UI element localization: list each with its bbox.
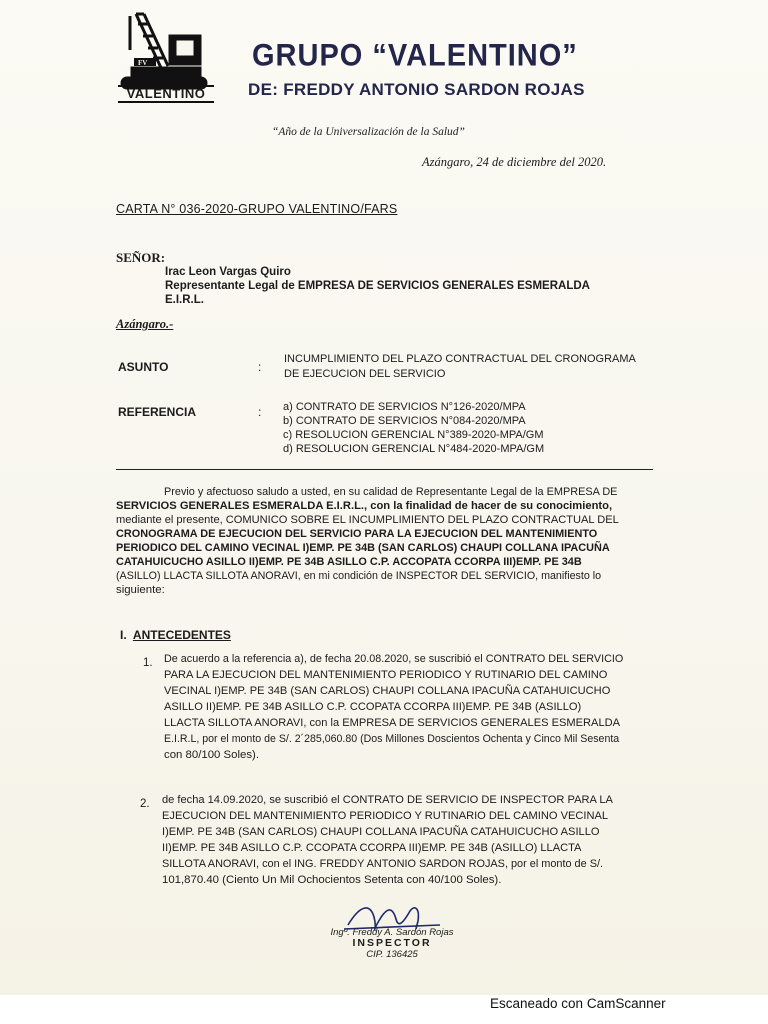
item-line: De acuerdo a la referencia a), de fecha 20.08.2020, se suscribió el CONTRATO DEL SERVICIO bbox=[164, 653, 624, 665]
section-title: ANTECEDENTES bbox=[132, 628, 231, 642]
item-line: VECINAL I)EMP. PE 34B (SAN CARLOS) CHAUPI COLLANA IPACUÑA CATAHUICUCHO bbox=[164, 685, 611, 697]
paragraph-line: CATAHUICUCHO ASILLO II)EMP. PE 34B ASILLO C.P. ACCOPATA CCORPA III)EMP. PE 34B bbox=[116, 556, 582, 568]
section-heading bbox=[120, 628, 231, 642]
paragraph-line: SERVICIOS GENERALES ESMERALDA E.I.R.L., con la finalidad de hacer de su conocimiento, bbox=[116, 500, 613, 512]
reference-colon: : bbox=[258, 405, 262, 419]
year-motto: “Año de la Universalización de la Salud” bbox=[272, 126, 465, 138]
paragraph-line: PERIODICO DEL CAMINO VECINAL I)EMP. PE 34B (SAN CARLOS) CHAUPI COLLANA IPACUÑA bbox=[116, 542, 610, 554]
stamp-title: INSPECTOR bbox=[352, 937, 432, 949]
inspector-stamp bbox=[312, 927, 472, 960]
letter-number: CARTA N° 036-2020-GRUPO VALENTINO/FARS bbox=[116, 202, 398, 216]
recipient-name: Irac Leon Vargas Quiro bbox=[165, 266, 291, 278]
item-line: con 80/100 Soles). bbox=[164, 749, 259, 761]
subject-line-1: INCUMPLIMIENTO DEL PLAZO CONTRACTUAL DEL CRONOGRAMA bbox=[284, 353, 636, 365]
paragraph-line: siguiente: bbox=[116, 584, 165, 596]
section-numeral: I. bbox=[120, 628, 127, 642]
paragraph-line: (ASILLO) LLACTA SILLOTA ANORAVI, en mi condición de INSPECTOR DEL SERVICIO, manifiesto lo bbox=[116, 570, 602, 582]
reference-item: d) RESOLUCION GERENCIAL N°484-2020-MPA/GM bbox=[283, 443, 545, 455]
item-number: 1. bbox=[143, 657, 153, 669]
logo-wordmark: VALENTINO bbox=[118, 85, 214, 103]
divider bbox=[116, 469, 653, 470]
recipient-city: Azángaro.- bbox=[116, 317, 174, 331]
recipient-role: Representante Legal de EMPRESA DE SERVICIOS GENERALES ESMERALDA bbox=[165, 280, 590, 292]
recipient-role-cont: E.I.R.L. bbox=[165, 294, 204, 306]
svg-text:FV: FV bbox=[138, 59, 148, 67]
item-line: de fecha 14.09.2020, se suscribió el CONTRATO DE SERVICIO DE INSPECTOR PARA LA bbox=[162, 794, 613, 806]
scanner-watermark: Escaneado con CamScanner bbox=[490, 996, 666, 1011]
company-owner: DE: FREDDY ANTONIO SARDON ROJAS bbox=[248, 80, 585, 99]
item-line: PARA LA EJECUCION DEL MANTENIMIENTO PERIODICO Y RUTINARIO DEL CAMINO bbox=[164, 669, 608, 681]
item-line: EJECUCION DEL MANTENIMIENTO PERIODICO Y RUTINARIO DEL CAMINO VECINAL bbox=[162, 810, 609, 822]
item-number: 2. bbox=[140, 798, 150, 810]
item-line: LLACTA SILLOTA ANORAVI, con la EMPRESA DE SERVICIOS GENERALES ESMERALDA bbox=[164, 717, 621, 729]
reference-item: b) CONTRATO DE SERVICIOS N°084-2020/MPA bbox=[283, 415, 526, 427]
company-brand: GRUPO “VALENTINO” bbox=[252, 38, 578, 74]
salutation: SEÑOR: bbox=[116, 250, 166, 265]
item-line: I)EMP. PE 34B (SAN CARLOS) CHAUPI COLLANA IPACUÑA CATAHUICUCHO ASILLO bbox=[162, 826, 600, 838]
subject-colon: : bbox=[258, 360, 262, 374]
subject-label: ASUNTO bbox=[118, 360, 169, 374]
reference-item: c) RESOLUCION GERENCIAL N°389-2020-MPA/GM bbox=[283, 429, 544, 441]
item-line: 101,870.40 (Ciento Un Mil Ochocientos Setenta con 40/100 Soles). bbox=[162, 874, 502, 886]
item-line: ASILLO II)EMP. PE 34B ASILLO C.P. CCOPATA CCORPA III)EMP. PE 34B (ASILLO) bbox=[164, 701, 582, 713]
stamp-cip: CIP. 136425 bbox=[366, 949, 418, 960]
reference-item: a) CONTRATO DE SERVICIOS N°126-2020/MPA bbox=[283, 401, 526, 413]
stamp-name: Ingº. Freddy A. Sardón Rojas bbox=[330, 927, 454, 938]
paragraph-line: Previo y afectuoso saludo a usted, en su calidad de Representante Legal de la EMPRESA DE bbox=[164, 486, 618, 498]
item-line: SILLOTA ANORAVI, con el ING. FREDDY ANTONIO SARDON ROJAS, por el monto de S/. bbox=[162, 858, 604, 870]
paragraph-line: mediante el presente, COMUNICO SOBRE EL INCUMPLIMIENTO DEL PLAZO CONTRACTUAL DEL bbox=[116, 514, 619, 526]
place-date: Azángaro, 24 de diciembre del 2020. bbox=[422, 155, 607, 169]
item-line: E.I.R.L, por el monto de S/. 2´285,060.80 (Dos Millones Doscientos Ochenta y Cinco Mil Sesenta bbox=[164, 733, 620, 745]
paragraph-line: CRONOGRAMA DE EJECUCION DEL SERVICIO PARA LA EJECUCION DEL MANTENIMIENTO bbox=[116, 528, 598, 540]
subject-line-2: DE EJECUCION DEL SERVICIO bbox=[284, 368, 446, 380]
item-line: II)EMP. PE 34B ASILLO C.P. CCOPATA CCORPA III)EMP. PE 34B (ASILLO) LLACTA bbox=[162, 842, 582, 854]
reference-label: REFERENCIA bbox=[118, 405, 197, 419]
